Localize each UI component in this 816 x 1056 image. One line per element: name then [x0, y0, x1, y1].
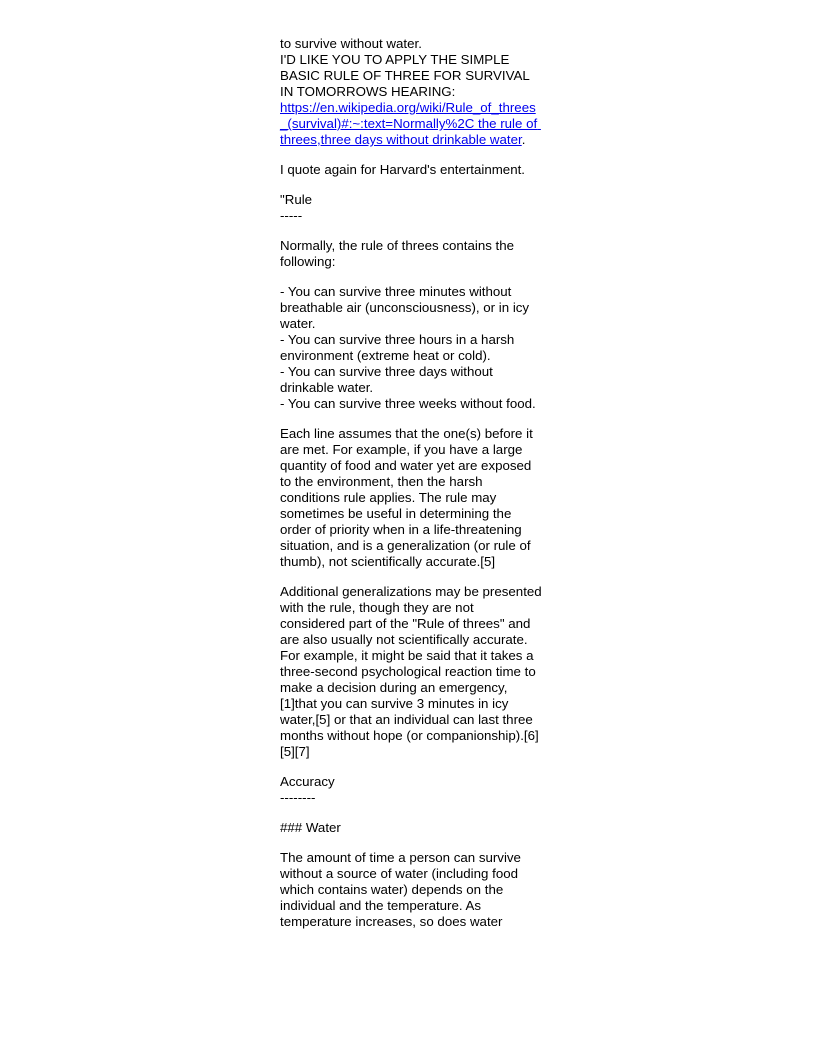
wikipedia-link[interactable]: https://en.wikipedia.org/wiki/Rule_of_threes_(survival)#:~:text=Normally%2C the rule of threes,three days without drinkable water [280, 100, 541, 147]
list-item: - You can survive three days without drinkable water. [280, 364, 497, 395]
list-item: - You can survive three hours in a harsh environment (extreme heat or cold). [280, 332, 519, 363]
list-item: - You can survive three minutes without breathable air (unconsciousness), or in icy water. [280, 284, 533, 331]
link-suffix: . [521, 132, 526, 147]
accuracy-heading-underline: -------- [280, 790, 316, 805]
intro-block [280, 36, 542, 148]
intro-line: to survive without water. [280, 36, 422, 51]
rule-heading-block [280, 192, 542, 224]
accuracy-heading-block [280, 774, 542, 806]
rule-lead: Normally, the rule of threes contains the following: [280, 238, 515, 269]
rule-heading-underline: ----- [280, 208, 303, 223]
link-line [280, 100, 542, 148]
paragraph-priority: Each line assumes that the one(s) before it are met. For example, if you have a large quantity of food and water yet are exposed to the environment, then the harsh conditions rule applies. The rule may sometimes be useful in determining the order of priority when in a life-threatening situation, and is a generalization (or rule of thumb), not scientifically accurate.[5] [280, 426, 533, 569]
paragraph-water: The amount of time a person can survive without a source of water (including food which contains water) depends on the individual and the temperature. As temperature increases, so does water [280, 850, 521, 929]
quote-intro: I quote again for Harvard's entertainment. [280, 162, 525, 177]
email-body [280, 36, 542, 944]
water-heading: ### Water [280, 820, 341, 835]
list-item: - You can survive three weeks without food. [280, 396, 536, 411]
rules-list [280, 284, 542, 412]
request-text: I'D LIKE YOU TO APPLY THE SIMPLE BASIC RULE OF THREE FOR SURVIVAL IN TOMORROWS HEARING: [280, 52, 533, 99]
paragraph-generalizations: Additional generalizations may be presented with the rule, though they are not considered part of the "Rule of threes" and are also usually not scientifically accurate. For example, it might be said that it takes a three-second psychological reaction time to make a decision during an emergency,[1]that you can survive 3 minutes in icy water,[5] or that an individual can last three months without hope (or companionship).[6][5][7] [280, 584, 542, 759]
accuracy-heading: Accuracy [280, 774, 335, 789]
rule-heading: "Rule [280, 192, 313, 207]
